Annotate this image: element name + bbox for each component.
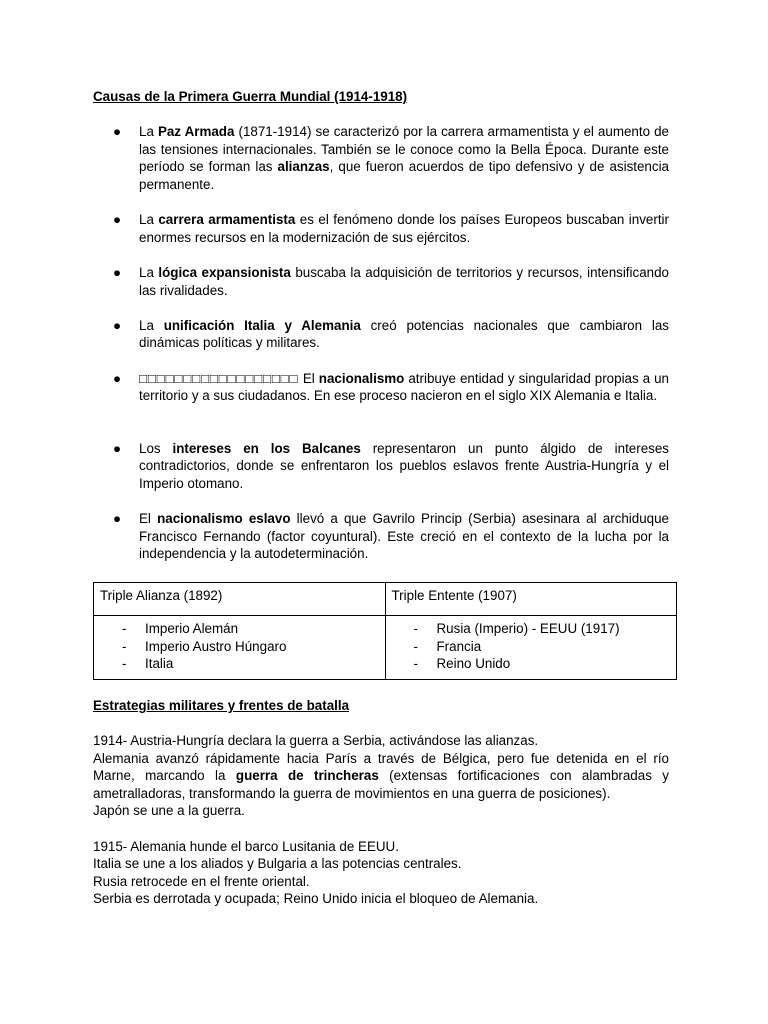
member-name: Rusia (Imperio) - EEUU (1917) <box>436 621 620 637</box>
triple-entente-members-cell <box>385 616 677 680</box>
text-run: (extensas fortificaciones con alambradas y ametralladoras, transformando la guerra de movimientos en una guerra de posiciones). <box>93 768 669 801</box>
bold-term: unificación Italia y Alemania <box>163 317 361 333</box>
text-run: Japón se une a la guerra. <box>93 803 245 819</box>
text-run: Rusia retrocede en el frente oriental. <box>93 873 310 889</box>
year-1915-block <box>93 838 669 908</box>
alliance-member <box>100 655 379 673</box>
cause-bullet <box>93 510 669 563</box>
member-name: Italia <box>145 656 174 672</box>
paragraph-line <box>93 855 669 873</box>
text-run: La <box>139 317 164 333</box>
text-run: Los <box>139 440 173 456</box>
text-run: llevó a que Gavrilo Princip (Serbia) asesinara al archiduque Francisco Fernando (factor coyuntural). Este creció en el contexto de la lucha por la independencia y la autodeterminación. <box>139 511 670 562</box>
paragraph-line <box>93 732 669 750</box>
cause-bullet <box>93 370 669 405</box>
dash-marker: - <box>122 621 127 637</box>
triple-alianza-header: Triple Alianza (1892) <box>94 583 386 616</box>
text-run: buscaba la adquisición de territorios y recursos, intensificando las rivalidades. <box>139 264 669 298</box>
bullet-icon: ● <box>113 212 122 228</box>
bullet-icon: ● <box>113 264 122 280</box>
dash-marker: - <box>122 656 127 672</box>
member-name: Francia <box>436 638 482 654</box>
member-name: Imperio Alemán <box>145 621 239 637</box>
bold-term: nacionalismo <box>318 370 405 386</box>
member-name: Reino Unido <box>436 656 511 672</box>
alliance-member <box>100 638 379 656</box>
text-run: , que fueron acuerdos de tipo defensivo y de asistencia permanente. <box>139 159 669 192</box>
bold-term: intereses en los Balcanes <box>172 440 361 456</box>
alliance-member <box>392 638 671 656</box>
text-run: 1915- Alemania hunde el barco Lusitania de EEUU. <box>93 838 399 854</box>
paragraph-line <box>93 802 669 820</box>
text-run: es el fenómeno donde los países Europeos buscaban invertir enormes recursos en la modernización de sus ejércitos. <box>139 212 669 245</box>
text-run: El <box>139 511 158 527</box>
text-run: La <box>139 264 159 280</box>
text-run: (1871-1914) se caracterizó por la carrera armamentista y el aumento de las tensiones internacionales. También se le conoce como la Bella Época. Durante este período se forman las <box>139 124 669 175</box>
text-run: La <box>139 212 159 228</box>
text-run: Serbia es derrotada y ocupada; Reino Unido inicia el bloqueo de Alemania. <box>93 891 539 907</box>
bullet-icon: ● <box>113 440 122 456</box>
bullet-icon: ● <box>113 124 122 140</box>
paragraph-line <box>93 838 669 856</box>
alliances-table <box>93 582 677 680</box>
text-run: Alemania avanzó rápidamente hacia París a través de Bélgica, pero fue detenida en el río Marne, marcando la <box>93 750 669 784</box>
document-title: Causas de la Primera Guerra Mundial (1914-1918) <box>93 89 408 104</box>
text-run: El <box>302 370 319 386</box>
dash-marker: - <box>413 621 418 637</box>
bold-term: Paz Armada <box>157 124 235 140</box>
text-run: creó potencias nacionales que cambiaron las dinámicas políticas y militares. <box>139 317 669 351</box>
bold-term: alianzas <box>277 159 330 175</box>
bold-term: guerra de trincheras <box>235 768 379 784</box>
bullet-icon: ● <box>113 317 122 333</box>
cause-bullet <box>93 211 669 246</box>
year-1914-block <box>93 732 669 820</box>
document-page <box>93 88 669 908</box>
triple-entente-header: Triple Entente (1907) <box>385 583 677 616</box>
text-run: representaron un punto álgido de intereses contradictorios, donde se enfrentaron los pueblos eslavos frente Austria-Hungría y el Imperio otomano. <box>139 440 669 492</box>
cause-bullet <box>93 440 669 493</box>
dash-marker: - <box>413 656 418 672</box>
section-title-strategies: Estrategias militares y frentes de batalla <box>93 697 350 713</box>
triple-alianza-members <box>100 620 379 675</box>
dash-marker: - <box>413 638 418 654</box>
cause-bullet <box>93 264 669 299</box>
paragraph-line <box>93 750 669 803</box>
bold-term: lógica expansionista <box>158 264 291 280</box>
cause-bullet <box>93 317 669 352</box>
bold-term: nacionalismo eslavo <box>157 511 291 527</box>
dash-marker: - <box>122 638 127 654</box>
alliance-member <box>392 620 671 638</box>
triple-entente-members <box>392 620 671 675</box>
text-run: Italia se une a los aliados y Bulgaria a las potencias centrales. <box>93 856 462 872</box>
paragraph-line <box>93 890 669 908</box>
missing-glyph-text: □□□□□□□□□□□□□□□□□□ <box>139 370 303 386</box>
text-run: 1914- Austria-Hungría declara la guerra a Serbia, activándose las alianzas. <box>93 733 539 748</box>
alliance-member <box>100 620 379 638</box>
text-run: La <box>139 124 158 140</box>
member-name: Imperio Austro Húngaro <box>145 638 287 654</box>
paragraph-line <box>93 873 669 891</box>
bullet-icon: ● <box>113 511 122 527</box>
bold-term: carrera armamentista <box>158 212 296 228</box>
bullet-icon: ● <box>113 370 122 386</box>
text-run: atribuye entidad y singularidad propias a un territorio y a sus ciudadanos. En ese proceso nacieron en el siglo XIX Alemania e Italia. <box>139 370 670 404</box>
triple-alianza-members-cell <box>94 616 386 680</box>
cause-bullet <box>93 123 669 193</box>
causes-list <box>93 123 669 563</box>
alliance-member <box>392 655 671 673</box>
